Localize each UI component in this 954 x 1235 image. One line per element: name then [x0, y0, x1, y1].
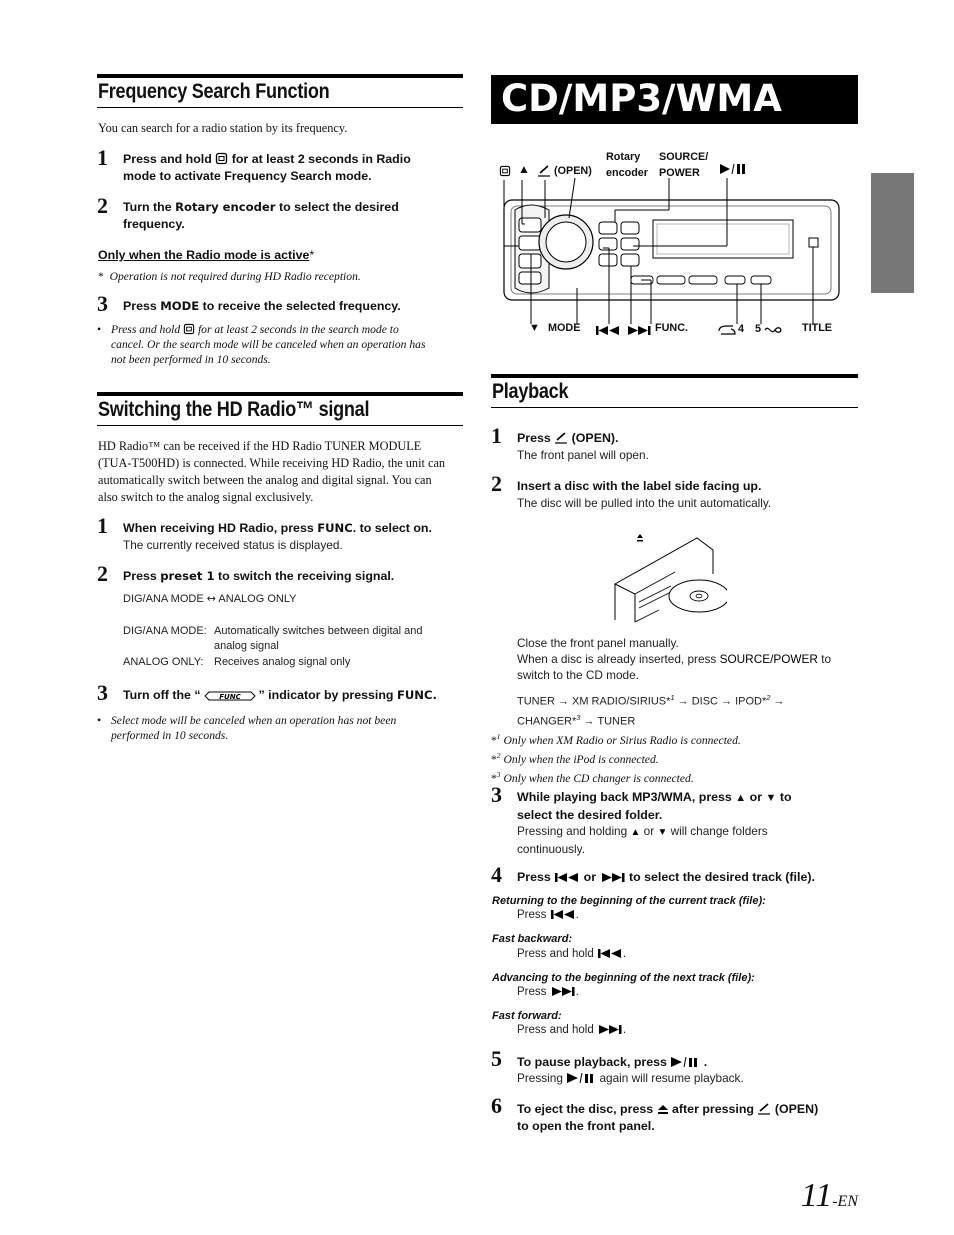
freq-step-2-c: frequency. [123, 217, 185, 231]
play-step-2 [491, 471, 858, 514]
close-line-2-a: When a disc is already inserted, press [517, 652, 717, 666]
fn3-sup: 3 [496, 769, 501, 779]
seq-1-sup: 1 [670, 693, 675, 702]
fn1-sup: 1 [496, 732, 501, 741]
open-button-icon [757, 1103, 771, 1115]
play-step-5-sub-b: again will resume playback. [599, 1071, 744, 1085]
source-label-1: SOURCE/ [659, 151, 709, 163]
return-heading: Returning to the beginning of the current track (file): [492, 895, 766, 907]
front-panel-diagram [491, 148, 858, 348]
previous-track-icon [597, 948, 623, 959]
play-step-1-a: Press [517, 431, 551, 445]
disc-insert-illustration [609, 528, 727, 628]
close-line-2-b: to [821, 652, 832, 666]
freq-step-1 [97, 145, 463, 188]
note-asterisk: * [98, 270, 104, 283]
play-step-3-text [517, 789, 792, 824]
source-label-2: POWER [659, 167, 700, 179]
func-key: FUNC [317, 521, 353, 535]
seq-4: CHANGER* [517, 715, 577, 728]
play-step-3-sub-or: or [643, 824, 655, 838]
fn2-text: Only when the iPod is connected. [503, 752, 659, 766]
step-number: 3 [97, 291, 108, 316]
freq-bullet-1b: for at least 2 seconds in the search mode to [197, 323, 399, 336]
play-pause-icon [566, 1072, 596, 1084]
play-step-3-b: to [779, 790, 792, 804]
mode-key: MODE [160, 299, 200, 313]
open-button-icon [537, 165, 551, 177]
hd-step-1 [97, 513, 463, 556]
play-step-6-a: To eject the disc, press [517, 1102, 654, 1116]
fast-backward-text: Press and hold . [517, 948, 627, 960]
seq-3: → [770, 695, 785, 708]
play-step-3-sub-a: Pressing and holding [517, 824, 628, 838]
radio-mode-note-heading [98, 248, 314, 262]
seq-5: → TUNER [580, 715, 636, 728]
close-line-1: Close the front panel manually. [517, 636, 679, 650]
fast-forward-text: Press and hold . [517, 1024, 627, 1036]
hd-radio-intro [98, 438, 464, 506]
step-number: 2 [491, 471, 502, 496]
fn3-mark: * [491, 771, 497, 785]
func-key: FUNC. [396, 688, 437, 702]
freq-cancel-text [111, 322, 463, 367]
play-step-6-b: after pressing [672, 1102, 754, 1116]
freq-step-1-c: mode to activate Frequency Search mode. [123, 169, 372, 183]
freq-cancel-bullet [97, 322, 463, 372]
previous-track-icon [550, 909, 576, 920]
hd-intro-line-1: HD Radio™ can be received if the HD Radio TUNER MODULE [98, 439, 422, 453]
step-number: 3 [97, 680, 108, 705]
step-number: 5 [491, 1046, 502, 1071]
toggle-arrow-icon: ↔ [206, 592, 216, 605]
play-step-3-or: or [749, 790, 763, 804]
footnote-3 [491, 767, 858, 786]
def-analog-term: ANALOG ONLY: [123, 656, 204, 668]
def-dig-ana-term: DIG/ANA MODE: [123, 625, 207, 637]
close-panel-text [517, 635, 858, 683]
next-track-icon [550, 986, 576, 997]
play-step-5-a: To pause playback, press [517, 1055, 667, 1069]
play-step-4-text [517, 869, 815, 886]
footnote-2 [491, 748, 858, 767]
play-step-4 [491, 862, 858, 889]
freq-step-1-a: Press and hold [123, 152, 212, 166]
play-step-3-sub-c: continuously. [517, 842, 585, 856]
fn1-mark: * [491, 733, 497, 747]
repeat-icon [717, 324, 737, 336]
next-track-icon [597, 1024, 623, 1035]
advance-heading: Advancing to the beginning of the next track (file): [492, 972, 755, 984]
seq-4-sup: 3 [576, 712, 581, 722]
mode-line-b: ANALOG ONLY [218, 593, 297, 605]
fast-backward-label: Press and hold [517, 948, 594, 960]
hd-step-2 [97, 561, 463, 588]
bullet-dot: • [97, 713, 102, 727]
seq-1: TUNER → XM RADIO/SIRIUS* [517, 695, 671, 708]
freq-step-3 [97, 291, 463, 318]
up-triangle-icon: ▲ [518, 162, 530, 176]
freq-bullet-1a: Press and hold [111, 323, 181, 336]
up-triangle-icon: ▲ [735, 792, 747, 804]
mode-toggle-line [123, 592, 296, 605]
hd-radio-header [97, 392, 463, 426]
frequency-search-header [97, 74, 463, 108]
close-line-3: switch to the CD mode. [517, 668, 639, 682]
def-analog-only [123, 655, 463, 671]
freq-step-1-text [123, 151, 411, 185]
func-label: FUNC. [655, 322, 688, 334]
hd-step-1-a: When receiving HD Radio, press [123, 521, 314, 535]
freq-step-3-b: to receive the selected frequency. [202, 299, 401, 313]
hd-step-2-a: Press [123, 569, 157, 583]
down-triangle-icon: ▼ [529, 322, 540, 334]
title-label: TITLE [802, 322, 832, 334]
hd-step-3-a: Turn off the “ [123, 688, 201, 702]
return-text-label: Press [517, 909, 547, 921]
hd-intro-line-2: (TUA-T500HD) is connected. While receiving HD Radio, the unit can [98, 456, 446, 470]
preset-4-label: 4 [738, 323, 745, 335]
band-button-icon [499, 165, 511, 177]
cd-mp3-wma-title: CD/MP3/WMA [501, 77, 782, 120]
svg-text:FUNC: FUNC [218, 693, 241, 701]
hd-step-1-sub: The currently received status is displayed. [123, 538, 343, 552]
func-indicator-icon [201, 691, 259, 701]
def-dig-ana-desc-a: Automatically switches between digital and [214, 625, 423, 637]
shuffle-icon [763, 324, 783, 336]
playback-title: Playback [492, 380, 569, 403]
freq-step-1-b: for at least 2 seconds in Radio [231, 152, 411, 166]
down-triangle-icon: ▼ [765, 792, 777, 804]
sequence-line-2 [517, 710, 858, 730]
play-step-6-text [517, 1101, 818, 1135]
freq-step-2-text [123, 199, 399, 233]
hd-cancel-text [111, 713, 463, 743]
open-button-icon [554, 432, 568, 444]
play-step-2-sub: The disc will be pulled into the unit automatically. [517, 496, 772, 510]
step-number: 2 [97, 193, 108, 218]
freq-step-2-a: Turn the [123, 200, 172, 214]
step-number: 1 [491, 423, 502, 448]
fn1-text: Only when XM Radio or Sirius Radio is connected. [503, 733, 741, 747]
hd-step-3 [97, 680, 463, 707]
only-when-radio-mode: Only when the Radio mode is active [98, 248, 310, 262]
mode-label: MODE [548, 322, 581, 334]
fast-backward-heading: Fast backward: [492, 933, 573, 945]
asterisk: * [309, 248, 315, 262]
freq-step-3-text [123, 298, 401, 315]
fn2-mark: * [491, 752, 497, 766]
open-label: (OPEN) [554, 165, 592, 177]
eject-icon [657, 1104, 669, 1115]
def-dig-ana-desc-b: analog signal [214, 640, 279, 652]
sequence-line-1 [517, 690, 858, 710]
hd-step-1-text [123, 520, 432, 537]
play-step-3-c: select the desired folder. [517, 808, 663, 822]
freq-step-3-a: Press [123, 299, 157, 313]
fast-forward-label: Press and hold [517, 1024, 594, 1036]
play-step-6-c: (OPEN) [774, 1102, 819, 1116]
play-step-5 [491, 1046, 858, 1089]
rotary-encoder-key: Rotary encoder [175, 200, 276, 214]
hd-step-1-b: . to select on. [352, 521, 432, 535]
next-track-icon [600, 872, 626, 883]
footnotes [491, 729, 858, 786]
mode-line-a: DIG/ANA MODE [123, 593, 204, 605]
return-text: Press . [517, 909, 579, 921]
hd-reception-note-text: Operation is not required during HD Radio reception. [109, 270, 361, 283]
playback-header [491, 374, 858, 408]
page-number-value: 11 [800, 1177, 833, 1214]
advance-text: Press . [517, 986, 579, 998]
play-pause-icon [719, 163, 747, 175]
preset-5-label: 5 [755, 323, 762, 335]
play-step-1 [491, 423, 858, 466]
step-number: 2 [97, 561, 108, 586]
fn3-text: Only when the CD changer is connected. [503, 771, 694, 785]
play-step-2-text: Insert a disc with the label side facing up. [517, 479, 762, 493]
step-number: 1 [97, 145, 108, 170]
play-step-3 [491, 782, 858, 856]
hd-bullet-2: performed in 10 seconds. [111, 729, 229, 742]
play-step-3-a: While playing back MP3/WMA, press [517, 790, 732, 804]
source-power-key: SOURCE/POWER [719, 652, 818, 666]
step-number: 1 [97, 513, 108, 538]
play-step-5-sub-a: Pressing [517, 1071, 563, 1085]
preset-1-key: preset 1 [160, 569, 215, 583]
hd-step-3-b: ” indicator by pressing [258, 688, 394, 702]
step-number: 4 [491, 862, 502, 887]
hd-intro-line-4: also switch to the analog signal exclusively. [98, 490, 314, 504]
band-button-icon [215, 152, 228, 165]
hd-step-3-text [123, 687, 437, 704]
up-triangle-icon: ▲ [630, 827, 641, 838]
hd-radio-title: Switching the HD Radio™ signal [98, 398, 370, 421]
rotary-label-1: Rotary [606, 151, 641, 163]
hd-bullet-1: Select mode will be canceled when an operation has not been [111, 714, 397, 727]
previous-track-icon [554, 872, 580, 883]
hd-step-2-text [123, 568, 394, 585]
advance-label: Press [517, 986, 547, 998]
play-step-4-a: Press [517, 870, 551, 884]
fast-forward-heading: Fast forward: [492, 1010, 562, 1022]
freq-step-2 [97, 193, 463, 236]
play-step-4-b: to select the desired track (file). [628, 870, 815, 884]
play-step-1-b: (OPEN). [571, 431, 619, 445]
page-number [801, 1177, 858, 1215]
play-pause-icon [670, 1056, 700, 1068]
freq-bullet-2: cancel. Or the search mode will be canceled when an operation has [111, 338, 426, 351]
bullet-dot: • [97, 322, 102, 336]
def-dig-ana [123, 624, 463, 655]
play-step-5-text: To pause playback, press . [517, 1055, 708, 1069]
frequency-search-title: Frequency Search Function [98, 80, 330, 103]
close-line-2 [517, 651, 858, 667]
play-step-4-or: or [583, 870, 597, 884]
def-analog-desc: Receives analog signal only [214, 656, 351, 668]
hd-intro-line-3: automatically switch between the analog and digital signal. You can [98, 473, 432, 487]
play-step-6 [491, 1093, 858, 1136]
seq-2: → DISC → IPOD* [674, 695, 767, 708]
footnote-1 [491, 729, 858, 748]
play-step-6-d: to open the front panel. [517, 1119, 655, 1133]
fn2-sup: 2 [496, 750, 501, 760]
freq-bullet-3: not been performed in 10 seconds. [111, 353, 271, 366]
play-step-5-sub [517, 1070, 744, 1086]
step-number: 3 [491, 782, 502, 807]
band-button-icon [183, 323, 195, 335]
play-step-3-sub [517, 823, 768, 857]
freq-step-2-b: to select the desired [278, 200, 399, 214]
mode-definitions [123, 624, 463, 671]
hd-step-2-b: to switch the receiving signal. [217, 569, 395, 583]
hd-cancel-bullet [97, 713, 463, 747]
page-number-suffix: -EN [832, 1193, 858, 1210]
play-step-1-sub: The front panel will open. [517, 448, 649, 462]
down-triangle-icon: ▼ [657, 827, 668, 838]
play-step-1-text [517, 430, 618, 447]
hd-reception-note [98, 269, 361, 284]
step-number: 6 [491, 1093, 502, 1118]
frequency-search-intro: You can search for a radio station by its frequency. [98, 121, 348, 135]
seq-2-sup: 2 [766, 693, 771, 702]
source-sequence [517, 690, 858, 729]
rotary-label-2: encoder [606, 167, 649, 179]
cd-mp3-wma-banner [491, 75, 858, 124]
section-side-tab [871, 173, 914, 293]
prev-next-icons [595, 325, 653, 336]
play-step-3-sub-b: will change folders [670, 824, 768, 838]
